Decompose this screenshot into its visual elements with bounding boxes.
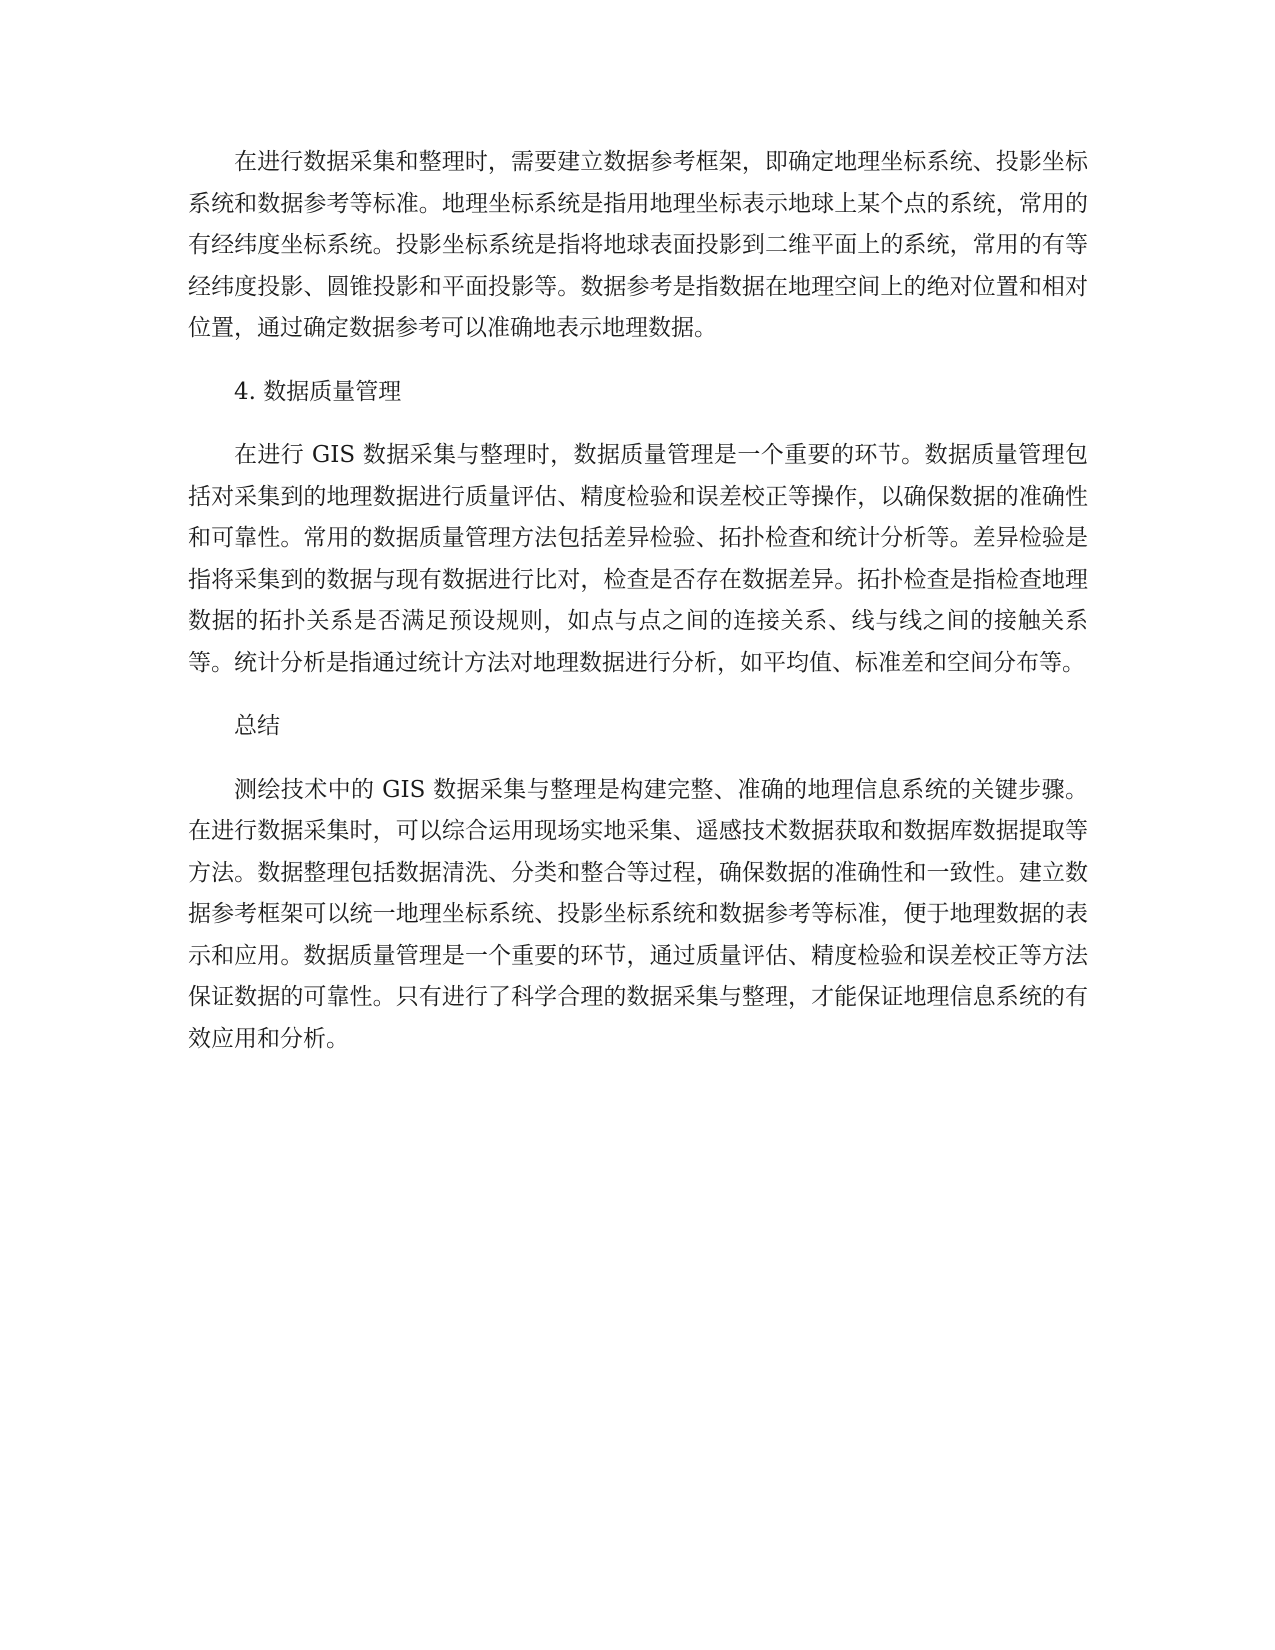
section-heading-summary: 总结 [234, 713, 280, 739]
paragraph-summary: 测绘技术中的 GIS 数据采集与整理是构建完整、准确的地理信息系统的关键步骤。在进行数据采集时，可以综合运用现场实地采集、遥感技术数据获取和数据库数据提取等方法。数据整理包括数据清洗、分类和整合等过程，确保数据的准确性和一致性。建立数据参考框架可以统一地理坐标系统、投影坐标系统和数据参考等标准，便于地理数据的表示和应用。数据质量管理是一个重要的环节，通过质量评估、精度检验和误差校正等方法保证数据的可靠性。只有进行了科学合理的数据采集与整理，才能保证地理信息系统的有效应用和分析。 [188, 776, 1088, 1052]
document-body [188, 142, 1088, 1082]
paragraph-data-reference-framework: 在进行数据采集和整理时，需要建立数据参考框架，即确定地理坐标系统、投影坐标系统和数据参考等标准。地理坐标系统是指用地理坐标表示地球上某个点的系统，常用的有经纬度坐标系统。投影坐标系统是指将地球表面投影到二维平面上的系统，常用的有等经纬度投影、圆锥投影和平面投影等。数据参考是指数据在地理空间上的绝对位置和相对位置，通过确定数据参考可以准确地表示地理数据。 [188, 149, 1088, 341]
paragraph-data-quality-management: 在进行 GIS 数据采集与整理时，数据质量管理是一个重要的环节。数据质量管理包括对采集到的地理数据进行质量评估、精度检验和误差校正等操作，以确保数据的准确性和可靠性。常用的数据质量管理方法包括差异检验、拓扑检查和统计分析等。差异检验是指将采集到的数据与现有数据进行比对，检查是否存在数据差异。拓扑检查是指检查地理数据的拓扑关系是否满足预设规则，如点与点之间的连接关系、线与线之间的接触关系等。统计分析是指通过统计方法对地理数据进行分析，如平均值、标准差和空间分布等。 [188, 442, 1088, 676]
section-heading-data-quality: 4. 数据质量管理 [234, 378, 402, 405]
